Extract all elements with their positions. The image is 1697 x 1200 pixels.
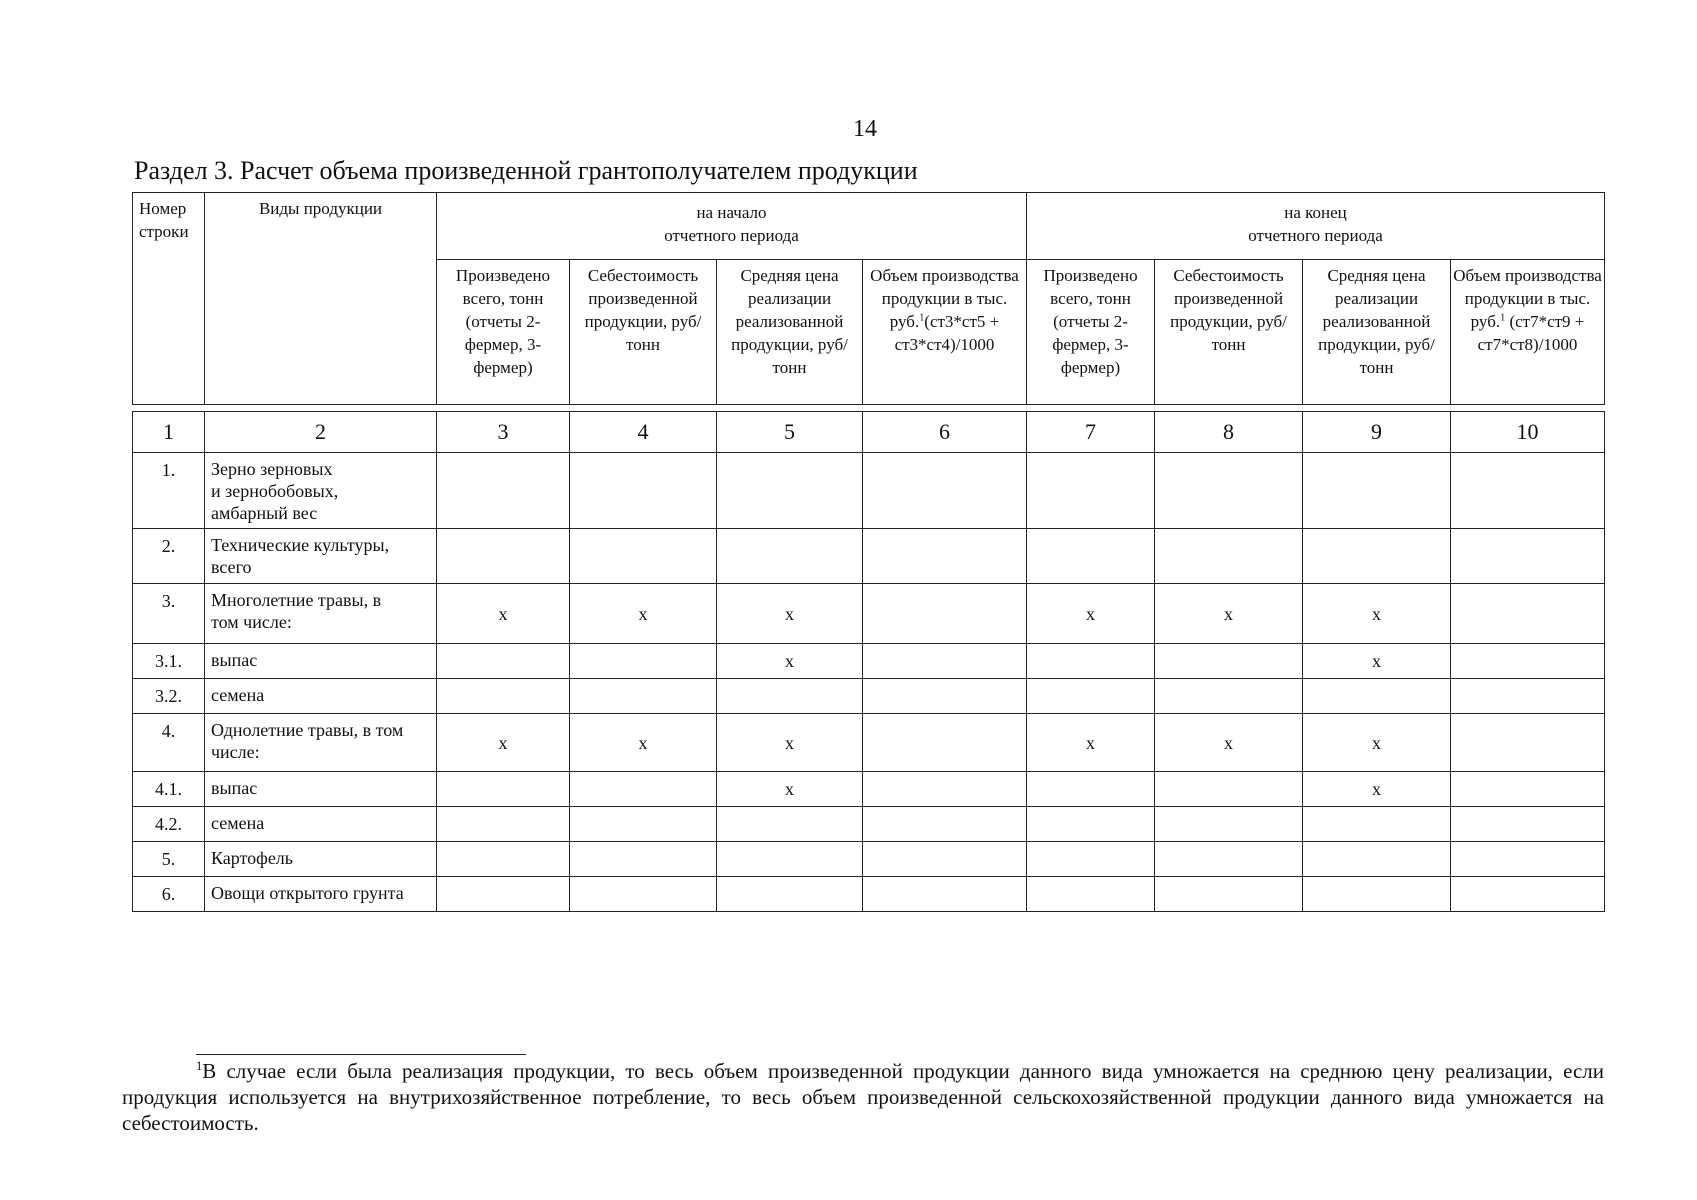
production-table <box>132 192 1605 912</box>
table-cell[interactable] <box>1451 529 1605 584</box>
row-number: 2. <box>133 529 205 584</box>
column-number: 1 <box>133 412 205 453</box>
table-cell[interactable] <box>1155 679 1303 714</box>
table-cell[interactable] <box>570 679 717 714</box>
row-name: выпас <box>205 644 437 679</box>
not-applicable-mark: х <box>1155 584 1303 644</box>
not-applicable-mark: х <box>717 644 863 679</box>
table-cell[interactable] <box>1303 679 1451 714</box>
table-cell[interactable] <box>863 453 1027 529</box>
table-cell[interactable] <box>863 877 1027 912</box>
row-name: Многолетние травы, в том числе: <box>205 584 437 644</box>
row-number: 6. <box>133 877 205 912</box>
table-cell[interactable] <box>1451 877 1605 912</box>
table-cell[interactable] <box>1451 644 1605 679</box>
table-cell[interactable] <box>437 453 570 529</box>
row-name: Овощи открытого грунта <box>205 877 437 912</box>
table-cell[interactable] <box>1303 842 1451 877</box>
row-number: 4.2. <box>133 807 205 842</box>
table-cell[interactable] <box>717 453 863 529</box>
table-cell[interactable] <box>1155 529 1303 584</box>
not-applicable-mark: х <box>1027 584 1155 644</box>
column-number: 2 <box>205 412 437 453</box>
table-cell[interactable] <box>1155 807 1303 842</box>
table-cell[interactable] <box>717 842 863 877</box>
table-cell[interactable] <box>863 842 1027 877</box>
not-applicable-mark: х <box>1303 772 1451 807</box>
table-cell[interactable] <box>717 807 863 842</box>
header-row-number: Номер строки <box>133 193 205 405</box>
header-col-10-text: Объем производства продукции в тыс. руб. <box>1453 266 1602 331</box>
column-number: 9 <box>1303 412 1451 453</box>
table-row <box>133 772 1605 807</box>
not-applicable-mark: х <box>1303 644 1451 679</box>
row-name: Однолетние травы, в том числе: <box>205 714 437 772</box>
table-cell[interactable] <box>1303 453 1451 529</box>
table-row <box>133 877 1605 912</box>
table-cell[interactable] <box>570 772 717 807</box>
table-cell[interactable] <box>1027 529 1155 584</box>
header-col-10-footnote-ref: 1 <box>1500 312 1506 324</box>
not-applicable-mark: х <box>437 714 570 772</box>
row-name: Технические культуры, всего <box>205 529 437 584</box>
table-cell[interactable] <box>1027 807 1155 842</box>
not-applicable-mark: х <box>1027 714 1155 772</box>
table-cell[interactable] <box>1451 453 1605 529</box>
table-row <box>133 644 1605 679</box>
table-cell[interactable] <box>863 772 1027 807</box>
header-col-10-formula: (ст7*ст9 + ст7*ст8)/1000 <box>1477 312 1585 354</box>
column-number: 5 <box>717 412 863 453</box>
table-cell[interactable] <box>1155 453 1303 529</box>
table-cell[interactable] <box>1451 772 1605 807</box>
row-number: 1. <box>133 453 205 529</box>
column-numbers-row <box>133 412 1605 453</box>
row-number: 4.1. <box>133 772 205 807</box>
table-cell[interactable] <box>1303 807 1451 842</box>
not-applicable-mark: х <box>437 584 570 644</box>
table-cell[interactable] <box>1027 842 1155 877</box>
not-applicable-mark: х <box>717 772 863 807</box>
table-cell[interactable] <box>570 842 717 877</box>
header-group-start: на начало отчетного периода <box>437 193 1027 260</box>
footnote-divider <box>196 1054 526 1055</box>
header-col-5: Средняя цена реализации реализованной продукции, руб/тонн <box>717 260 863 405</box>
table-cell[interactable] <box>863 644 1027 679</box>
row-number: 3.1. <box>133 644 205 679</box>
table-cell[interactable] <box>570 807 717 842</box>
table-cell[interactable] <box>1303 529 1451 584</box>
table-cell[interactable] <box>1027 453 1155 529</box>
table-cell[interactable] <box>1155 644 1303 679</box>
table-cell[interactable] <box>863 529 1027 584</box>
row-name: семена <box>205 807 437 842</box>
table-cell[interactable] <box>437 529 570 584</box>
table-cell[interactable] <box>437 877 570 912</box>
table-row <box>133 807 1605 842</box>
table-cell[interactable] <box>1027 772 1155 807</box>
table-cell[interactable] <box>1155 842 1303 877</box>
table-cell[interactable] <box>570 644 717 679</box>
table-row <box>133 584 1605 644</box>
header-col-6 <box>863 260 1027 405</box>
header-group-end: на конец отчетного периода <box>1027 193 1605 260</box>
header-col-9: Средняя цена реализации реализованной продукции, руб/тонн <box>1303 260 1451 405</box>
not-applicable-mark: х <box>570 714 717 772</box>
not-applicable-mark: х <box>1303 584 1451 644</box>
footnote-text: В случае если была реализация продукции, то весь объем произведенной продукции данного вида умножается на среднюю цену реализации, если продукция используется на внутрихозяйственное потребление, то весь объем произведенной сельскохозяйственной продукции данного вида умножается на себестоимость. <box>122 1059 1604 1135</box>
footnote-marker: 1 <box>196 1059 203 1073</box>
header-product-types: Виды продукции <box>205 193 437 405</box>
row-name: семена <box>205 679 437 714</box>
table-cell[interactable] <box>717 679 863 714</box>
header-col-6-text: Объем производства продукции в тыс. руб. <box>870 266 1019 331</box>
table-cell[interactable] <box>717 877 863 912</box>
header-col-3: Произведено всего, тонн (отчеты 2-фермер, 3-фермер) <box>437 260 570 405</box>
table-cell[interactable] <box>437 644 570 679</box>
table-cell[interactable] <box>570 877 717 912</box>
row-number: 3.2. <box>133 679 205 714</box>
table-cell[interactable] <box>1027 644 1155 679</box>
table-row <box>133 714 1605 772</box>
header-col-7: Произведено всего, тонн (отчеты 2-фермер, 3-фермер) <box>1027 260 1155 405</box>
table-cell[interactable] <box>570 529 717 584</box>
table-row <box>133 453 1605 529</box>
table-cell[interactable] <box>1451 679 1605 714</box>
header-col-6-formula: (ст3*ст5 + ст3*ст4)/1000 <box>894 312 1000 354</box>
page-number: 14 <box>853 116 877 142</box>
row-name: Картофель <box>205 842 437 877</box>
table-cell[interactable] <box>1155 772 1303 807</box>
column-number: 4 <box>570 412 717 453</box>
table-cell[interactable] <box>1451 807 1605 842</box>
table-cell[interactable] <box>863 807 1027 842</box>
column-number: 7 <box>1027 412 1155 453</box>
table-row <box>133 679 1605 714</box>
column-number: 10 <box>1451 412 1605 453</box>
table-cell[interactable] <box>1451 842 1605 877</box>
table-cell[interactable] <box>437 842 570 877</box>
not-applicable-mark: х <box>1155 714 1303 772</box>
section-title: Раздел 3. Расчет объема произведенной грантополучателем продукции <box>134 156 918 185</box>
row-number: 5. <box>133 842 205 877</box>
table-cell[interactable] <box>717 529 863 584</box>
row-number: 3. <box>133 584 205 644</box>
header-col-4: Себестоимость произведенной продукции, руб/тонн <box>570 260 717 405</box>
header-col-10 <box>1451 260 1605 405</box>
table-cell[interactable] <box>570 453 717 529</box>
header-col-6-footnote-ref: 1 <box>919 312 925 324</box>
not-applicable-mark: х <box>1303 714 1451 772</box>
table-cell[interactable] <box>437 772 570 807</box>
row-number: 4. <box>133 714 205 772</box>
table-cell[interactable] <box>1451 714 1605 772</box>
table-cell[interactable] <box>863 714 1027 772</box>
table-cell[interactable] <box>437 807 570 842</box>
column-number: 3 <box>437 412 570 453</box>
row-name: Зерно зерновых и зернобобовых, амбарный вес <box>205 453 437 529</box>
column-number: 6 <box>863 412 1027 453</box>
not-applicable-mark: х <box>717 714 863 772</box>
table-cell[interactable] <box>1451 584 1605 644</box>
footnote <box>122 1058 1604 1136</box>
table-row <box>133 842 1605 877</box>
table-cell[interactable] <box>863 679 1027 714</box>
table-cell[interactable] <box>1027 679 1155 714</box>
table-cell[interactable] <box>863 584 1027 644</box>
table-row <box>133 529 1605 584</box>
column-number: 8 <box>1155 412 1303 453</box>
table-cell[interactable] <box>1155 877 1303 912</box>
table-cell[interactable] <box>1027 877 1155 912</box>
table-cell[interactable] <box>437 679 570 714</box>
header-col-8: Себестоимость произведенной продукции, руб/тонн <box>1155 260 1303 405</box>
table-cell[interactable] <box>1303 877 1451 912</box>
not-applicable-mark: х <box>570 584 717 644</box>
row-name: выпас <box>205 772 437 807</box>
table-body <box>132 411 1605 912</box>
table-header <box>132 192 1605 405</box>
not-applicable-mark: х <box>717 584 863 644</box>
